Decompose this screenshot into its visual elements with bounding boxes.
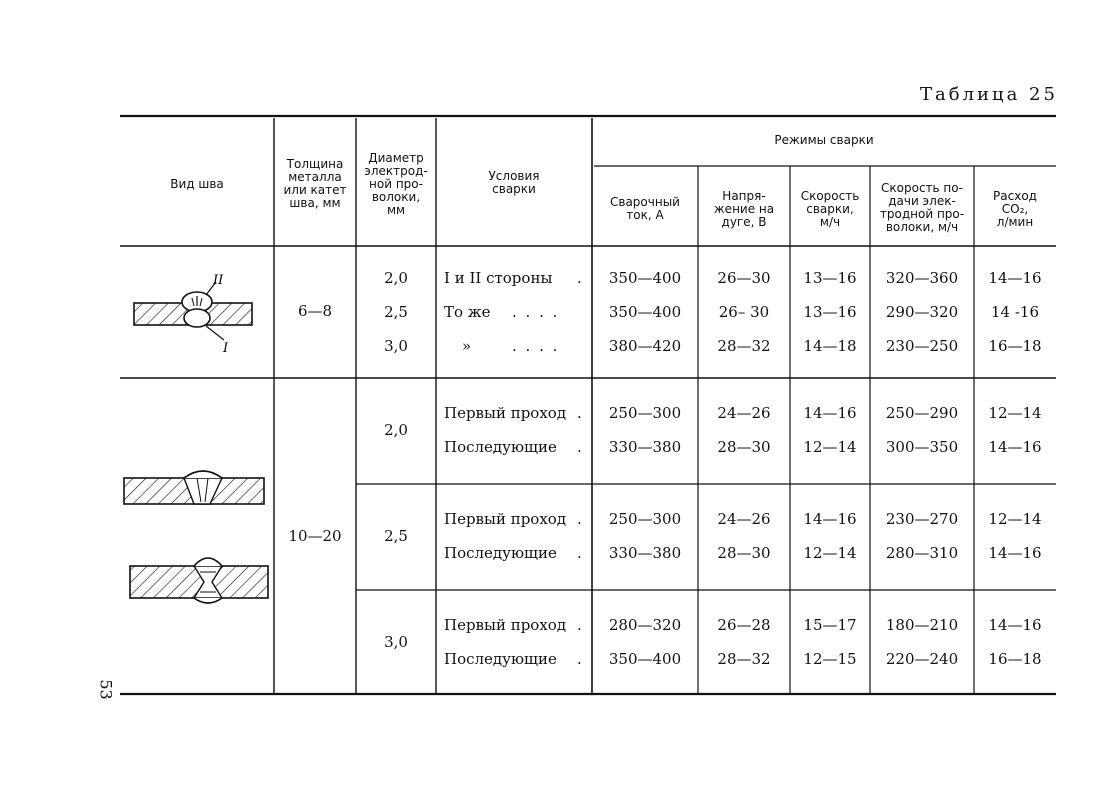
table-cell-co2: 14 -16 — [990, 303, 1039, 321]
table-cell-diameter: 3,0 — [384, 337, 408, 355]
table-cell-speed: 14—16 — [803, 510, 857, 528]
table-cell-co2: 14—16 — [988, 616, 1042, 634]
table-cell-feed: 230—250 — [885, 337, 959, 355]
label-II: II — [213, 273, 224, 288]
table-cell-voltage: 26—28 — [717, 616, 771, 634]
table-cell-speed: 13—16 — [803, 269, 857, 287]
table-cell-co2: 14—16 — [988, 438, 1042, 456]
table-cell-feed: 220—240 — [885, 650, 959, 668]
table-cell-dots: . — [577, 438, 582, 456]
table-cell-condition: То же — [444, 303, 491, 321]
table-cell-current: 250—300 — [608, 510, 682, 528]
header-feed: Скорость по- дачи элек- тродной про- волоки, м/ч — [879, 181, 965, 234]
table-cell-condition: Первый проход — [444, 616, 567, 634]
table-cell-feed: 280—310 — [885, 544, 959, 562]
header-co2: Расход CO₂, л/мин — [993, 189, 1037, 229]
table-cell-co2: 14—16 — [988, 269, 1042, 287]
table-cell-dots: . . . . — [512, 337, 560, 355]
header-speed: Скорость сварки, м/ч — [800, 189, 860, 229]
table-cell-co2: 16—18 — [988, 650, 1042, 668]
table-cell-diameter: 2,0 — [384, 269, 408, 287]
header-diameter: Диаметр электрод- ной про- волоки, мм — [364, 151, 428, 217]
table-cell-current: 350—400 — [608, 303, 682, 321]
table-cell-current: 330—380 — [608, 438, 682, 456]
table-cell-dots: . . . . — [512, 303, 560, 321]
table-cell-condition: Последующие — [444, 650, 557, 668]
header-modes: Режимы сварки — [774, 133, 874, 147]
table-cell-co2: 12—14 — [988, 510, 1042, 528]
table-cell-diameter: 3,0 — [384, 633, 408, 651]
table-cell-condition: » — [462, 337, 472, 355]
table-cell-voltage: 28—32 — [717, 337, 771, 355]
table-cell-feed: 250—290 — [885, 404, 959, 422]
table-cell-voltage: 28—30 — [717, 544, 771, 562]
table-cell-dots: . — [577, 650, 582, 668]
table-cell-speed: 12—14 — [803, 438, 857, 456]
table-cell-voltage: 26– 30 — [718, 303, 770, 321]
table-cell-condition: Первый проход — [444, 404, 567, 422]
table-cell-co2: 16—18 — [988, 337, 1042, 355]
header-current: Сварочный ток, А — [610, 195, 680, 222]
table-cell-speed: 14—18 — [803, 337, 857, 355]
table-cell-dots: . — [577, 544, 582, 562]
table-cell-voltage: 26—30 — [717, 269, 771, 287]
table-cell-diameter: 2,5 — [384, 303, 408, 321]
table-cell-current: 330—380 — [608, 544, 682, 562]
table-cell-feed: 180—210 — [885, 616, 959, 634]
page-number: 53 — [96, 679, 116, 700]
table-cell-co2: 12—14 — [988, 404, 1042, 422]
table-cell-current: 250—300 — [608, 404, 682, 422]
weld-figure-v-groove — [124, 471, 264, 504]
weld-figure-double-sided — [134, 282, 252, 340]
table-cell-condition: I и II стороны — [444, 269, 553, 287]
table-cell-voltage: 24—26 — [717, 404, 771, 422]
header-conditions: Условия сварки — [488, 169, 540, 196]
header-thickness: Толщина металла или катет шва, мм — [283, 157, 347, 210]
table-cell-condition: Последующие — [444, 438, 557, 456]
table-cell-dots: . — [577, 404, 582, 422]
table-cell-feed: 300—350 — [885, 438, 959, 456]
section2-thickness: 10—20 — [288, 527, 342, 545]
section1-thickness: 6—8 — [297, 302, 333, 320]
table-cell-feed: 320—360 — [885, 269, 959, 287]
weld-figure-x-groove — [130, 558, 268, 603]
table-cell-diameter: 2,0 — [384, 421, 408, 439]
table-cell-voltage: 24—26 — [717, 510, 771, 528]
table-cell-co2: 14—16 — [988, 544, 1042, 562]
table-cell-current: 380—420 — [608, 337, 682, 355]
table-cell-current: 350—400 — [608, 650, 682, 668]
table-cell-dots: . — [577, 269, 582, 287]
table-cell-dots: . — [577, 510, 582, 528]
table-cell-speed: 12—15 — [803, 650, 857, 668]
table-cell-feed: 230—270 — [885, 510, 959, 528]
header-voltage: Напря- жение на дуге, В — [713, 189, 775, 229]
table-cell-dots: . — [577, 616, 582, 634]
table-cell-condition: Первый проход — [444, 510, 567, 528]
table-cell-speed: 13—16 — [803, 303, 857, 321]
table-cell-speed: 12—14 — [803, 544, 857, 562]
table-cell-voltage: 28—32 — [717, 650, 771, 668]
table-cell-condition: Последующие — [444, 544, 557, 562]
label-I: I — [223, 341, 229, 356]
table-cell-voltage: 28—30 — [717, 438, 771, 456]
table-cell-speed: 14—16 — [803, 404, 857, 422]
header-weld-type: Вид шва — [170, 177, 224, 191]
table-cell-current: 280—320 — [608, 616, 682, 634]
table-cell-feed: 290—320 — [885, 303, 959, 321]
table-cell-diameter: 2,5 — [384, 527, 408, 545]
table-cell-speed: 15—17 — [803, 616, 857, 634]
table-title: Таблица 25 — [920, 84, 1058, 105]
table-cell-current: 350—400 — [608, 269, 682, 287]
